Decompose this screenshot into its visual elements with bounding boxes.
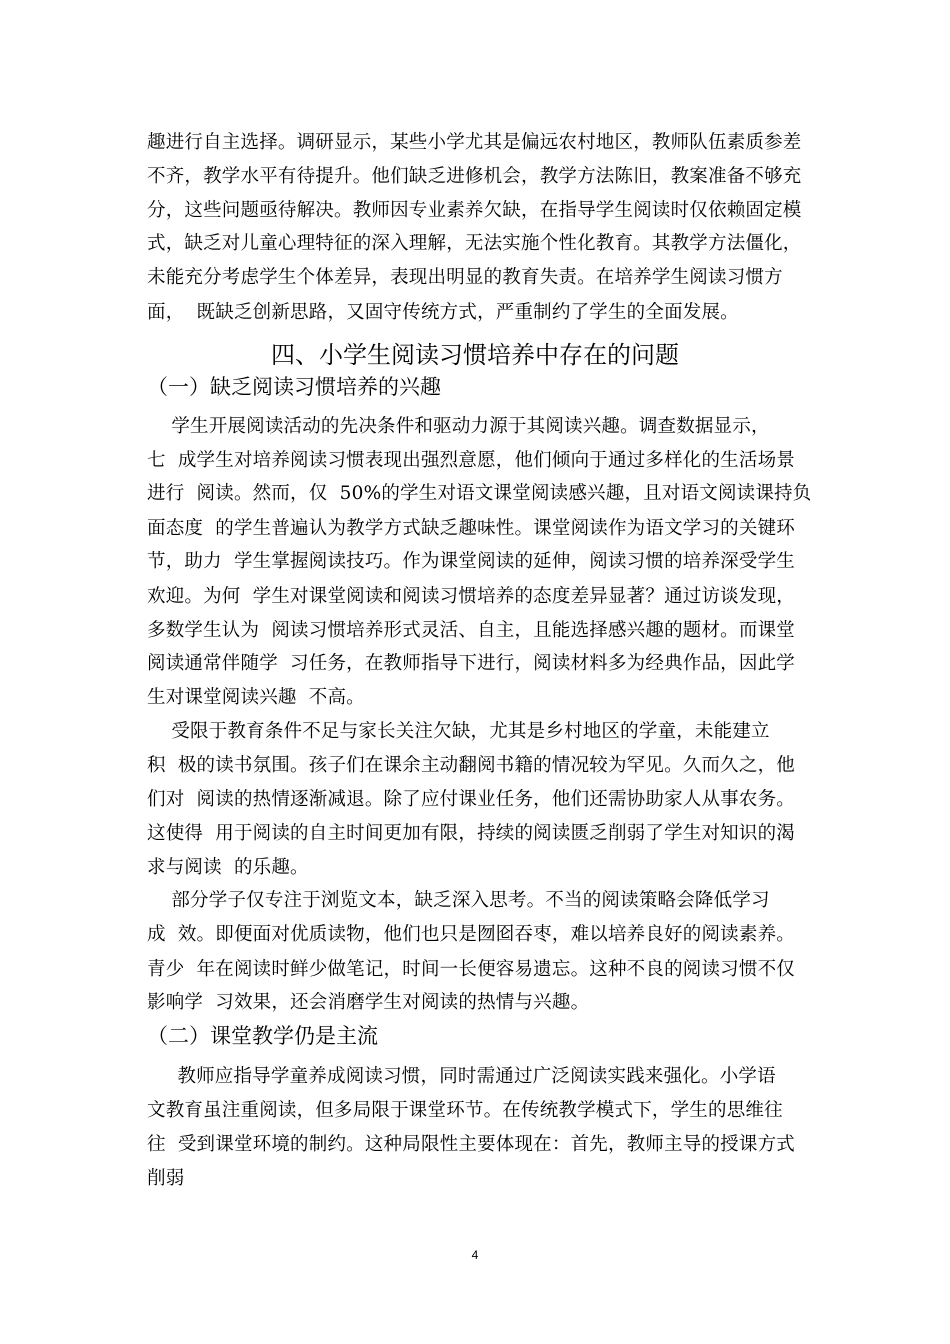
intro-line: 趣进行自主选择。调研显示，某些小学尤其是偏远农村地区，教师队伍素质参差 bbox=[147, 132, 802, 153]
intro-line: 面， 既缺乏创新思路，又固守传统方式，严重制约了学生的全面发展。 bbox=[147, 302, 739, 323]
intro-line: 未能充分考虑学生个体差异，表现出明显的教育失责。在培养学生阅读习惯方 bbox=[147, 267, 783, 288]
body-line: 成 效。即便面对优质读物，他们也只是囫囵吞枣，难以培养良好的阅读素养。 bbox=[147, 924, 795, 945]
body-line: 多数学生认为 阅读习惯培养形式灵活、自主，且能选择感兴趣的题材。而课堂 bbox=[147, 620, 795, 641]
body-line: 影响学 习效果，还会消磨学生对阅读的热情与兴趣。 bbox=[147, 992, 590, 1013]
body-line: 往 受到课堂环境的制约。这种局限性主要体现在：首先，教师主导的授课方式 bbox=[147, 1134, 795, 1155]
body-line: 生对课堂阅读兴趣 不高。 bbox=[147, 687, 365, 708]
body-line: 面态度 的学生普遍认为教学方式缺乏趣味性。课堂阅读作为语文学习的关键环 bbox=[147, 518, 795, 539]
body-line: 削弱 bbox=[147, 1168, 185, 1189]
intro-line: 分，这些问题亟待解决。教师因专业素养欠缺，在指导学生阅读时仅依赖固定模 bbox=[147, 200, 802, 221]
body-line: 文教育虽注重阅读，但多局限于课堂环节。在传统教学模式下，学生的思维往 bbox=[147, 1100, 783, 1121]
body-line: 教师应指导学童养成阅读习惯，同时需通过广泛阅读实践来强化。小学语 bbox=[147, 1066, 776, 1087]
subsection-title-1: （一）缺乏阅读习惯培养的兴趣 bbox=[147, 375, 441, 399]
subsection-title-2: （二）课堂教学仍是主流 bbox=[147, 1024, 378, 1048]
intro-line: 式，缺乏对儿童心理特征的深入理解，无法实施个性化教育。其教学方法僵化， bbox=[147, 233, 802, 254]
body-line: 青少 年在阅读时鲜少做笔记，时间一长便容易遗忘。这种不良的阅读习惯不仅 bbox=[147, 959, 795, 980]
body-line: 阅读通常伴随学 习任务，在教师指导下进行，阅读材料多为经典作品，因此学 bbox=[147, 653, 795, 674]
page-number: 4 bbox=[471, 1248, 479, 1262]
body-line: 学生开展阅读活动的先决条件和驱动力源于其阅读兴趣。调查数据显示， bbox=[147, 416, 770, 437]
section-title: 四、小学生阅读习惯培养中存在的问题 bbox=[271, 341, 679, 369]
body-line: 受限于教育条件不足与家长关注欠缺，尤其是乡村地区的学童，未能建立 bbox=[147, 721, 770, 742]
body-line: 积 极的读书氛围。孩子们在课余主动翻阅书籍的情况较为罕见。久而久之，他 bbox=[147, 755, 795, 776]
body-line: 求与阅读 的乐趣。 bbox=[147, 857, 309, 878]
body-line: 这使得 用于阅读的自主时间更加有限，持续的阅读匮乏削弱了学生对知识的渴 bbox=[147, 823, 795, 844]
body-line: 欢迎。为何 学生对课堂阅读和阅读习惯培养的态度差异显著？通过访谈发现， bbox=[147, 586, 795, 607]
body-line: 们对 阅读的热情逐渐减退。除了应付课业任务，他们还需协助家人从事农务。 bbox=[147, 789, 795, 810]
body-line: 节，助力 学生掌握阅读技巧。作为课堂阅读的延伸，阅读习惯的培养深受学生 bbox=[147, 551, 795, 572]
body-line: 进行 阅读。然而，仅 50%的学生对语文课堂阅读感兴趣，且对语文阅读课持负 bbox=[147, 483, 812, 504]
intro-line: 不齐，教学水平有待提升。他们缺乏进修机会，教学方法陈旧，教案准备不够充 bbox=[147, 166, 802, 187]
body-line: 部分学子仅专注于浏览文本，缺乏深入思考。不当的阅读策略会降低学习 bbox=[147, 890, 770, 911]
body-line: 七 成学生对培养阅读习惯表现出强烈意愿，他们倾向于通过多样化的生活场景 bbox=[147, 450, 795, 471]
